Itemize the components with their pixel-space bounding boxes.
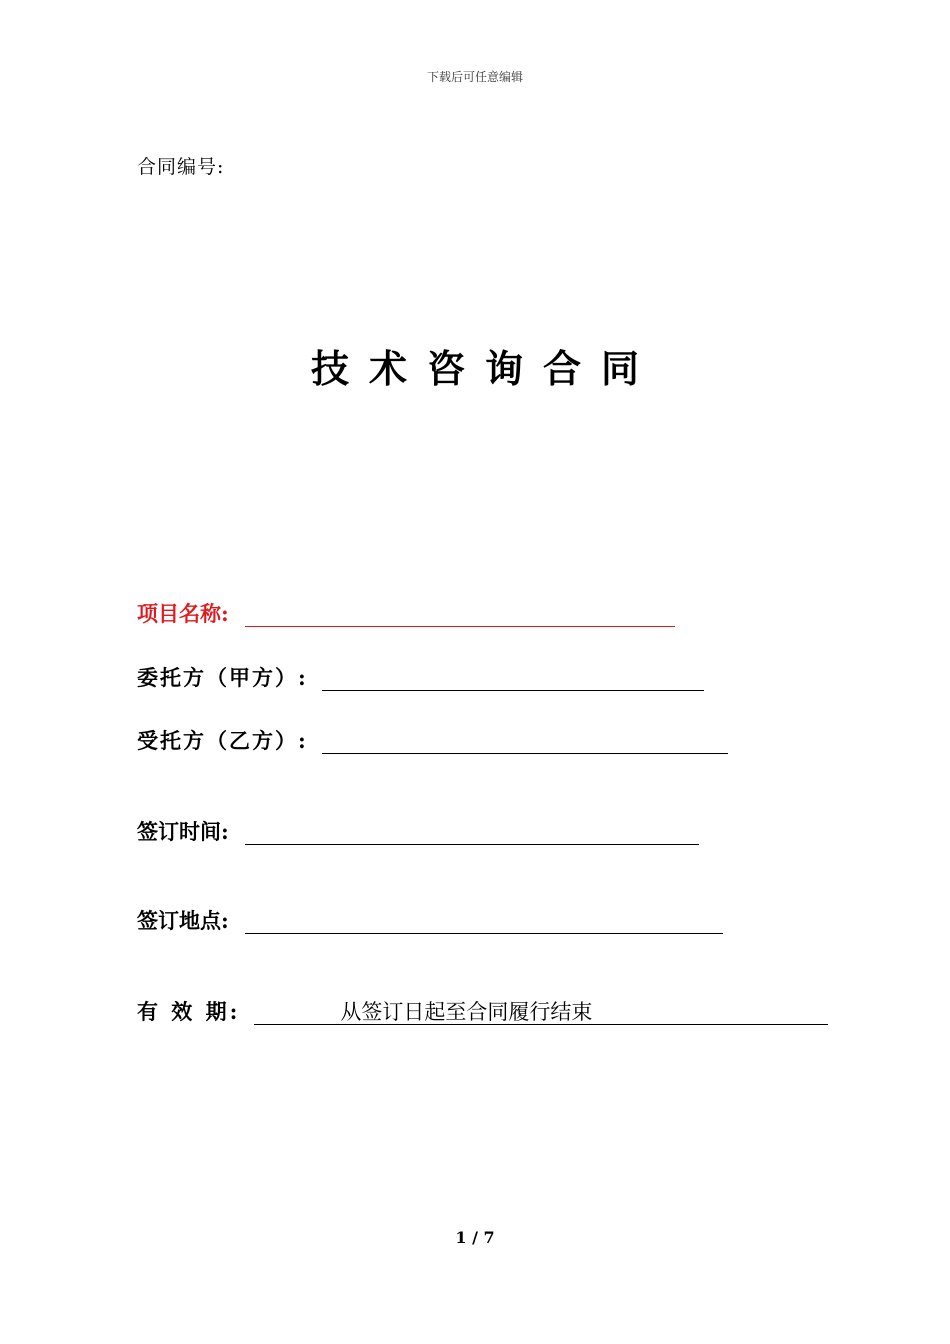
consultant-field[interactable] <box>322 728 728 754</box>
page-number: 1 / 7 <box>455 1228 495 1247</box>
validity-label: 有 效 期: <box>137 999 241 1024</box>
signing-place-field[interactable] <box>245 908 723 934</box>
consultant-row <box>137 724 728 754</box>
page-header-note: 下载后可任意编辑 <box>426 70 523 84</box>
project-name-label: 项目名称: <box>137 601 229 626</box>
signing-time-label: 签订时间: <box>137 819 229 844</box>
consultant-label: 受托方（乙方）: <box>137 728 308 753</box>
client-label: 委托方（甲方）: <box>137 665 308 690</box>
validity-value: 从签订日起至合同履行结束 <box>340 1000 593 1024</box>
signing-place-row <box>137 904 723 934</box>
client-field[interactable] <box>322 665 704 691</box>
project-name-row <box>137 597 675 627</box>
signing-time-row <box>137 815 699 845</box>
project-name-field[interactable] <box>245 601 675 627</box>
signing-time-field[interactable] <box>245 819 699 845</box>
validity-row <box>137 995 828 1025</box>
client-row <box>137 661 704 691</box>
signing-place-label: 签订地点: <box>137 908 229 933</box>
document-title: 技术咨询合同 <box>310 346 659 391</box>
contract-number-label: 合同编号: <box>137 156 225 178</box>
validity-field[interactable] <box>254 999 828 1025</box>
